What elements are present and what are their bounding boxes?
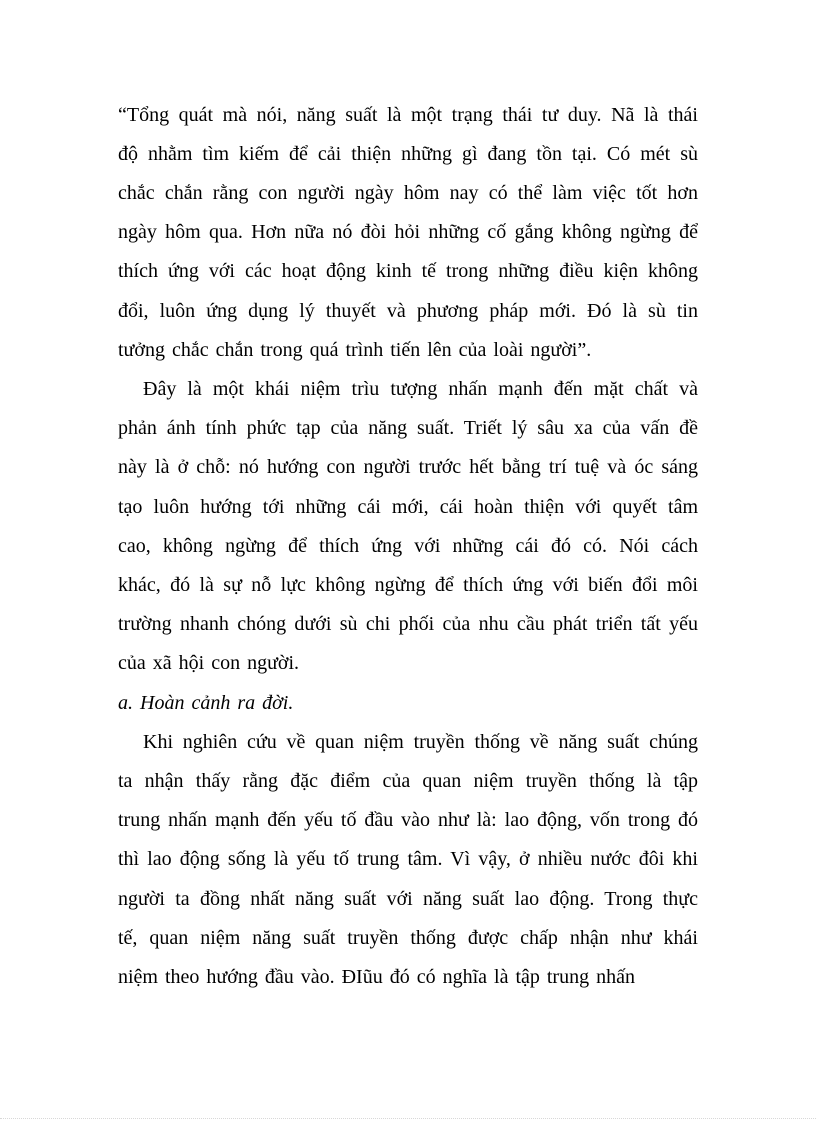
text-line: này là ở chỗ: nó hướng con người trước hết bằng trí tuệ và óc sáng [118, 456, 698, 478]
text-line: cao, không ngừng để thích ứng với những cái đó có. Nói cách [118, 535, 698, 557]
text-line: Đây là một khái niệm trìu tượng nhấn mạnh đến mặt chất và [143, 378, 698, 400]
text-line: tưởng chắc chắn trong quá trình tiến lên của loài người”. [118, 339, 592, 361]
text-line: tạo luôn hướng tới những cái mới, cái hoàn thiện với quyết tâm [118, 496, 698, 518]
text-line: Khi nghiên cứu về quan niệm truyền thống về năng suất chúng [143, 731, 698, 753]
text-line: ngày hôm qua. Hơn nữa nó đòi hỏi những cố gắng không ngừng để [118, 221, 698, 243]
text-line: khác, đó là sự nỗ lực không ngừng để thích ứng với biến đổi môi [118, 574, 698, 596]
text-line: “Tổng quát mà nói, năng suất là một trạng thái tư duy. Nã là thái [118, 104, 698, 126]
text-line: trường nhanh chóng dưới sù chi phối của nhu cầu phát triển tất yếu [118, 613, 698, 635]
text-line: người ta đồng nhất năng suất với năng suất lao động. Trong thực [118, 888, 698, 910]
text-line: của xã hội con người. [118, 652, 300, 674]
text-line: đổi, luôn ứng dụng lý thuyết và phương pháp mới. Đó là sù tin [118, 300, 698, 322]
section-heading: a. Hoàn cảnh ra đời. [118, 692, 294, 714]
text-line: chắc chắn rằng con người ngày hôm nay có thể làm việc tốt hơn [118, 182, 698, 204]
text-line: ta nhận thấy rằng đặc điểm của quan niệm truyền thống là tập [118, 770, 698, 792]
page-bottom-edge [0, 1118, 816, 1120]
text-line: tế, quan niệm năng suất truyền thống được chấp nhận như khái [118, 927, 698, 949]
text-line: phản ánh tính phức tạp của năng suất. Triết lý sâu xa của vấn đề [118, 417, 698, 439]
text-line: thì lao động sống là yếu tố trung tâm. Vì vậy, ở nhiều nước đôi khi [118, 848, 698, 870]
text-line: niệm theo hướng đầu vào. ĐIũu đó có nghĩa là tập trung nhấn [118, 966, 635, 988]
text-line: trung nhấn mạnh đến yếu tố đầu vào như là: lao động, vốn trong đó [118, 809, 698, 831]
text-line: thích ứng với các hoạt động kinh tế trong những điều kiện không [118, 260, 698, 282]
text-line: độ nhằm tìm kiếm để cải thiện những gì đang tồn tại. Có mét sù [118, 143, 698, 165]
